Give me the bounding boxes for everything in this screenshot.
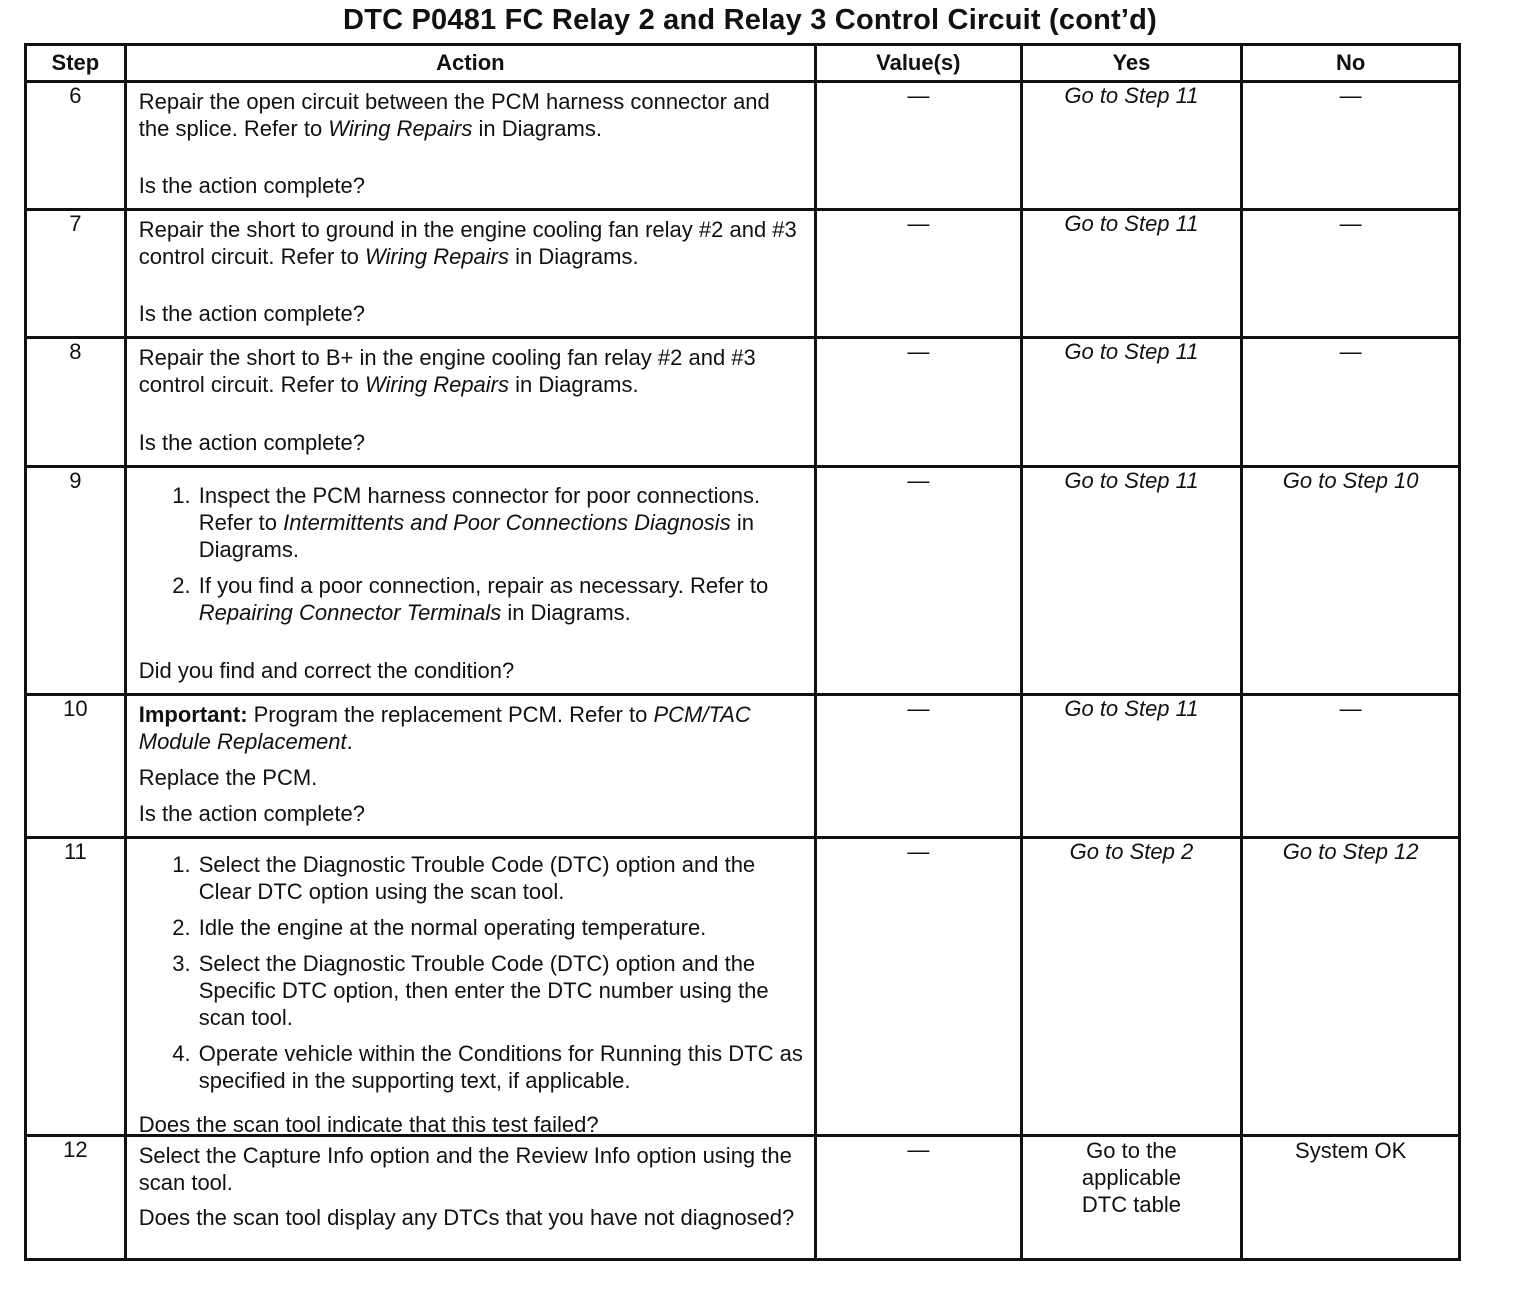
page-title: DTC P0481 FC Relay 2 and Relay 3 Control Circuit (cont’d) xyxy=(343,4,1157,36)
step-number: 11 xyxy=(26,838,126,1136)
table-row xyxy=(26,838,1460,1136)
action-cell xyxy=(125,210,815,338)
table-row xyxy=(26,695,1460,838)
step-number: 10 xyxy=(26,695,126,838)
action-cell xyxy=(125,467,815,695)
header-action: Action xyxy=(125,45,815,82)
important-label: Important: xyxy=(138,702,248,727)
value-cell: — xyxy=(816,338,1022,467)
step-number: 12 xyxy=(26,1136,126,1260)
no-cell: — xyxy=(1242,210,1460,338)
action-question: Is the action complete? xyxy=(138,301,365,326)
value-cell: — xyxy=(816,467,1022,695)
yes-cell[interactable]: Go to Step 11 xyxy=(1021,82,1242,210)
action-question: Is the action complete? xyxy=(138,173,365,198)
value-cell: — xyxy=(816,1136,1022,1260)
action-question: Is the action complete? xyxy=(138,430,365,455)
yes-cell[interactable]: Go to Step 2 xyxy=(1021,838,1242,1136)
header-values: Value(s) xyxy=(816,45,1022,82)
value-cell: — xyxy=(816,695,1022,838)
action-question: Does the scan tool indicate that this test failed? xyxy=(138,1112,599,1137)
no-cell: — xyxy=(1242,82,1460,210)
table-row xyxy=(26,338,1460,467)
action-cell xyxy=(125,838,815,1136)
header-no: No xyxy=(1242,45,1460,82)
no-cell[interactable]: Go to Step 12 xyxy=(1242,838,1460,1136)
value-cell: — xyxy=(816,210,1022,338)
table-row xyxy=(26,1136,1460,1260)
reference-link[interactable]: Wiring Repairs xyxy=(364,244,510,269)
list-item: 2. Idle the engine at the normal operating temperature. xyxy=(197,914,804,941)
action-cell xyxy=(125,1136,815,1260)
action-text: Repair the open circuit between the PCM harness connector and the splice. Refer to Wiring Repairs in Diagrams. xyxy=(138,89,770,141)
no-cell: — xyxy=(1242,338,1460,467)
yes-cell[interactable]: Go to the applicable DTC table xyxy=(1021,1136,1242,1260)
reference-link[interactable]: Repairing Connector Terminals xyxy=(198,600,502,625)
no-cell: — xyxy=(1242,695,1460,838)
step-number: 7 xyxy=(26,210,126,338)
value-cell: — xyxy=(816,838,1022,1136)
reference-link[interactable]: Intermittents and Poor Connections Diagnosis xyxy=(283,510,731,535)
list-item: 4. Operate vehicle within the Conditions for Running this DTC as specified in the supporting text, if applicable. xyxy=(197,1040,804,1094)
table-row xyxy=(26,467,1460,695)
list-item: 2. If you find a poor connection, repair as necessary. Refer to Repairing Connector Terminals in Diagrams. xyxy=(197,572,804,626)
header-step: Step xyxy=(26,45,126,82)
list-item: 3. Select the Diagnostic Trouble Code (DTC) option and the Specific DTC option, then enter the DTC number using the scan tool. xyxy=(197,950,804,1031)
table-row xyxy=(26,210,1460,338)
action-text: Repair the short to B+ in the engine cooling fan relay #2 and #3 control circuit. Refer to Wiring Repairs in Diagrams. xyxy=(138,345,756,397)
table-row xyxy=(26,82,1460,210)
reference-link[interactable]: Wiring Repairs xyxy=(328,116,473,141)
value-cell: — xyxy=(816,82,1022,210)
action-cell xyxy=(125,82,815,210)
action-question: Did you find and correct the condition? xyxy=(138,658,515,683)
action-text: Important: Program the replacement PCM. Refer to PCM/TAC Module Replacement. xyxy=(138,702,751,754)
yes-cell[interactable]: Go to Step 11 xyxy=(1021,338,1242,467)
reference-link[interactable]: Wiring Repairs xyxy=(364,372,510,397)
no-cell[interactable]: System OK xyxy=(1242,1136,1460,1260)
action-steps xyxy=(139,851,804,1103)
action-question: Is the action complete? xyxy=(138,801,365,826)
diagnostic-table xyxy=(24,43,1461,1261)
action-cell xyxy=(125,338,815,467)
action-text: Select the Capture Info option and the Review Info option using the scan tool. xyxy=(138,1143,792,1195)
yes-cell[interactable]: Go to Step 11 xyxy=(1021,695,1242,838)
yes-cell[interactable]: Go to Step 11 xyxy=(1021,210,1242,338)
yes-cell[interactable]: Go to Step 11 xyxy=(1021,467,1242,695)
header-row xyxy=(26,45,1460,82)
step-number: 8 xyxy=(26,338,126,467)
action-cell xyxy=(125,695,815,838)
action-text: Replace the PCM. xyxy=(138,765,318,790)
step-number: 6 xyxy=(26,82,126,210)
action-text: Repair the short to ground in the engine cooling fan relay #2 and #3 control circuit. Refer to Wiring Repairs in Diagrams. xyxy=(138,217,797,269)
action-question: Does the scan tool display any DTCs that you have not diagnosed? xyxy=(138,1205,795,1230)
list-item: 1. Inspect the PCM harness connector for poor connections. Refer to Intermittents and Poor Connections Diagnosis in Diagrams. xyxy=(197,482,804,563)
reference-link[interactable]: PCM/TAC Module Replacement xyxy=(138,702,751,754)
action-steps xyxy=(139,482,804,635)
no-cell[interactable]: Go to Step 10 xyxy=(1242,467,1460,695)
list-item: 1. Select the Diagnostic Trouble Code (DTC) option and the Clear DTC option using the scan tool. xyxy=(197,851,804,905)
step-number: 9 xyxy=(26,467,126,695)
header-yes: Yes xyxy=(1021,45,1242,82)
